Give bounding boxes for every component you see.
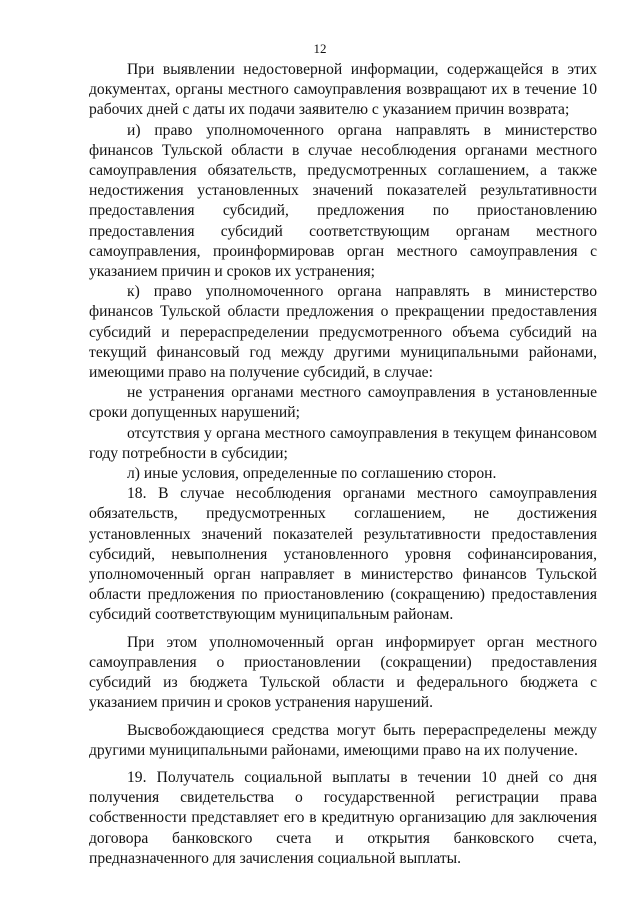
paragraph-redistribution: Высвобождающиеся средства могут быть перераспределены между другими муниципальными районами, имеющими право на их получение. [89, 721, 597, 759]
paragraph-item-l: л) иные условия, определенные по соглашению сторон. [127, 465, 497, 483]
paragraph-section-18: 18. В случае несоблюдения органами местного самоуправления обязательств, предусмотренных соглашением, не достижения установленных значений показателей результативности предоставления субсидий, невыполнения установленного уровня софинансирования, уполномоченный орган направляет в министерство финансов Тульской области предложения по приостановлению (сокращению) предоставления субсидий соответствующим муниципальным районам. [89, 485, 597, 624]
paragraph-item-i: и) право уполномоченного органа направлять в министерство финансов Тульской области в случае несоблюдения органами местного самоуправления обязательств, предусмотренных соглашением, а также недостижения установленных значений показателей результативности предоставления субсидий, предложения по приостановлению предоставления субсидий соответствующим органам местного самоуправления, проинформировав орган местного самоуправления с указанием причин и сроков их устранения; [89, 121, 597, 281]
paragraph-case-no-need: отсутствия у органа местного самоуправления в текущем финансовом году потребности в субсидии; [89, 424, 597, 462]
paragraph-case-violations: не устранения органами местного самоуправления в установленные сроки допущенных нарушений; [89, 384, 597, 422]
paragraph-item-k: к) право уполномоченного органа направлять в министерство финансов Тульской области предложения о прекращении предоставления субсидий и перераспределении предусмотренного объема субсидий на текущий финансовый год между другими муниципальными районами, имеющими право на получение субсидий, в случае: [89, 283, 597, 382]
paragraph-section-19: 19. Получатель социальной выплаты в течении 10 дней со дня получения свидетельства о государственной регистрации права собственности представляет его в кредитную организацию для заключения договора банковского счета и открытия банковского счета, предназначенного для зачисления социальной выплаты. [89, 768, 597, 867]
paragraph-inform: При этом уполномоченный орган информирует орган местного самоуправления о приостановлении (сокращении) предоставления субсидий из бюджета Тульской области и федерального бюджета с указанием причин и сроков устранения нарушений. [89, 633, 597, 712]
page-number: 12 [313, 41, 327, 56]
paragraph-return-documents: При выявлении недостоверной информации, содержащейся в этих документах, органы местного самоуправления возвращают их в течение 10 рабочих дней с даты их подачи заявителю с указанием причин возврата; [89, 61, 597, 119]
document-body [89, 60, 597, 869]
